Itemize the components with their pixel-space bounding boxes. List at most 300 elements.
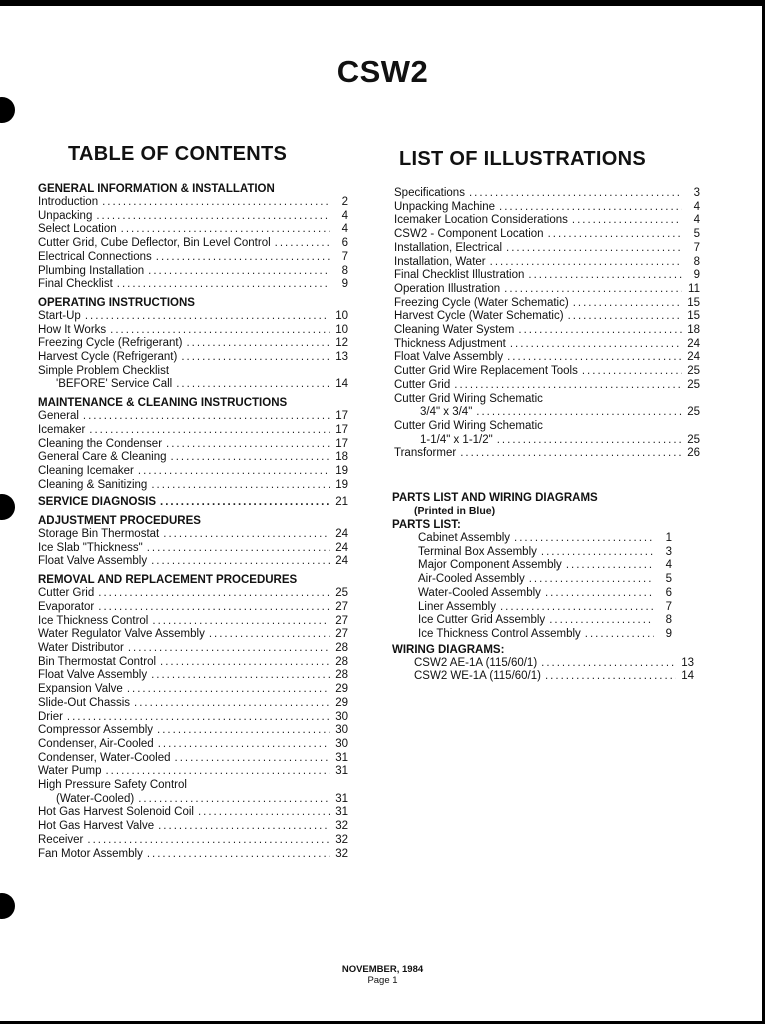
list-entry: [394, 338, 700, 352]
leader-dots: [510, 338, 682, 352]
entry-page: 10: [335, 309, 348, 322]
list-entry: [394, 269, 700, 283]
page-footer: [0, 964, 765, 986]
entry-label: Installation, Electrical: [394, 241, 503, 254]
list-entry: [38, 465, 348, 479]
leader-dots: [514, 532, 654, 546]
scan-border-top: [0, 0, 765, 6]
entry-label: Condenser, Water-Cooled: [38, 751, 171, 764]
entry-label: Cutter Grid Wiring Schematic: [394, 419, 543, 432]
entry-label: Icemaker Location Considerations: [394, 214, 568, 227]
entry-page: 15: [687, 296, 700, 309]
entry-page: 30: [335, 737, 348, 750]
entry-page: 28: [335, 669, 348, 682]
list-entry: [414, 670, 694, 684]
leader-dots: [582, 365, 682, 379]
entry-page: 32: [335, 847, 348, 860]
list-entry: [394, 187, 700, 201]
list-entry: [38, 310, 348, 324]
entry-label: Cleaning & Sanitizing: [38, 478, 148, 491]
leader-dots: [568, 310, 682, 324]
list-entry: [38, 196, 348, 210]
leader-dots: [117, 278, 330, 292]
entry-page: 4: [341, 223, 348, 236]
entry-page: 17: [335, 423, 348, 436]
entry-label: CSW2 AE-1A (115/60/1): [414, 656, 538, 669]
entry-label: Expansion Valve: [38, 683, 123, 696]
list-entry: [394, 256, 700, 270]
entry-page: 8: [665, 614, 672, 627]
list-entry: [418, 573, 672, 587]
leader-dots: [585, 628, 654, 642]
leader-dots: [181, 351, 330, 365]
entry-page: 7: [665, 600, 672, 613]
entry-label: Float Valve Assembly: [38, 669, 148, 682]
entry-label: Introduction: [38, 196, 99, 208]
entry-label: Hot Gas Harvest Valve: [38, 820, 155, 833]
leader-dots: [151, 555, 330, 569]
entry-page: 31: [335, 806, 348, 819]
entry-label: Freezing Cycle (Refrigerant): [38, 337, 183, 350]
entry-label: Terminal Box Assembly: [418, 545, 537, 558]
binder-hole: [0, 893, 15, 919]
leader-dots: [151, 669, 330, 683]
leader-dots: [545, 587, 654, 601]
list-entry: [394, 242, 700, 256]
entry-page: 27: [335, 600, 348, 613]
entry-page: 25: [335, 587, 348, 600]
leader-dots: [541, 546, 654, 560]
binder-hole: [0, 494, 15, 520]
entry-page: 9: [341, 278, 348, 291]
list-entry: [38, 337, 348, 351]
entry-page: 8: [693, 255, 700, 268]
list-entry: [38, 324, 348, 338]
entry-page: 8: [341, 264, 348, 277]
entry-label: Unpacking Machine: [394, 200, 496, 213]
list-entry: [394, 310, 700, 324]
entry-page: 31: [335, 765, 348, 778]
leader-dots: [87, 834, 330, 848]
entry-label: Float Valve Assembly: [394, 351, 504, 364]
list-entry: [38, 479, 348, 493]
entry-label: Water-Cooled Assembly: [418, 586, 541, 599]
entry-page: 11: [688, 282, 700, 295]
document-title: CSW2: [336, 54, 429, 89]
entry-label: Harvest Cycle (Refrigerant): [38, 351, 178, 364]
list-entry: [418, 601, 672, 615]
entry-label: Cutter Grid Wire Replacement Tools: [394, 365, 578, 378]
list-entry: [38, 765, 348, 779]
list-entry: [38, 351, 348, 365]
entry-label: Storage Bin Thermostat: [38, 528, 160, 541]
entry-label: Specifications: [394, 187, 465, 199]
leader-dots: [476, 406, 682, 420]
leader-dots: [151, 479, 330, 493]
entry-page: 28: [335, 641, 348, 654]
list-entry: [38, 642, 348, 656]
entry-page: 12: [335, 337, 348, 350]
leader-dots: [454, 379, 682, 393]
leader-dots: [566, 559, 654, 573]
entry-page: 32: [335, 833, 348, 846]
entry-label: Thickness Adjustment: [394, 337, 506, 350]
entry-label: Cleaning the Condenser: [38, 437, 163, 450]
list-entry: [38, 615, 348, 629]
leader-dots: [490, 256, 682, 270]
list-entry: [38, 738, 348, 752]
list-entry: [38, 410, 348, 424]
wiring-diagrams-label: WIRING DIAGRAMS:: [392, 643, 505, 656]
entry-label: How It Works: [38, 323, 107, 336]
entry-label-continued: 1-1/4" x 1-1/2": [420, 433, 493, 446]
leader-dots: [518, 324, 682, 338]
list-entry: [418, 546, 672, 560]
entry-page: 18: [335, 451, 348, 464]
leader-dots: [98, 601, 330, 615]
list-entry: [38, 793, 348, 807]
leader-dots: [175, 752, 330, 766]
entry-label: Ice Thickness Control: [38, 614, 149, 627]
leader-dots: [127, 683, 330, 697]
list-entry: [38, 628, 348, 642]
section-heading: REMOVAL AND REPLACEMENT PROCEDURES: [38, 574, 298, 587]
entry-page: 24: [687, 337, 700, 350]
entry-page: 1: [665, 532, 672, 544]
entry-page: 4: [693, 200, 700, 213]
footer-page-number: Page 1: [367, 975, 398, 986]
entry-label: Unpacking: [38, 209, 93, 222]
entry-label: Select Location: [38, 223, 117, 236]
list-entry: [394, 283, 700, 297]
leader-dots: [499, 201, 682, 215]
leader-dots: [460, 447, 682, 461]
section-heading: MAINTENANCE & CLEANING INSTRUCTIONS: [38, 397, 288, 410]
leader-dots: [83, 410, 330, 424]
entry-label: Plumbing Installation: [38, 264, 145, 277]
entry-label: High Pressure Safety Control: [38, 779, 187, 792]
entry-label: Electrical Connections: [38, 250, 152, 263]
wiring-diagrams-list: [414, 657, 694, 684]
list-entry: [38, 251, 348, 265]
leader-dots: [138, 793, 330, 807]
entry-page: 25: [687, 378, 700, 391]
entry-page: 3: [665, 545, 672, 558]
section-heading-page: 21: [335, 496, 348, 509]
entry-label: Final Checklist: [38, 278, 113, 291]
leader-dots: [209, 628, 330, 642]
entry-label: Installation, Water: [394, 255, 486, 268]
list-entry: [38, 820, 348, 834]
list-entry: [38, 424, 348, 438]
entry-label: Freezing Cycle (Water Schematic): [394, 296, 569, 309]
parts-subheading: (Printed in Blue): [414, 505, 496, 517]
list-entry: [38, 237, 348, 251]
entry-label: Bin Thermostat Control: [38, 655, 157, 668]
list-entry: [38, 601, 348, 615]
entry-page: 29: [335, 683, 348, 696]
list-entry: [418, 614, 672, 628]
entry-page: 13: [335, 351, 348, 364]
list-entry: [394, 406, 700, 420]
entry-page: 18: [687, 324, 700, 337]
entry-label: Water Pump: [38, 765, 102, 778]
list-entry: [38, 265, 348, 279]
entry-label: Air-Cooled Assembly: [418, 573, 525, 586]
entry-label: Ice Cutter Grid Assembly: [418, 614, 546, 627]
entry-page: 25: [687, 365, 700, 378]
entry-page: 28: [335, 655, 348, 668]
entry-page: 17: [335, 437, 348, 450]
list-entry: [394, 201, 700, 215]
leader-dots: [158, 820, 330, 834]
list-entry: [394, 297, 700, 311]
list-entry: [38, 683, 348, 697]
entry-page: 27: [335, 614, 348, 627]
entry-page: 19: [335, 464, 348, 477]
entry-page: 4: [341, 209, 348, 222]
list-entry: [38, 587, 348, 601]
entry-page: 31: [335, 792, 348, 805]
entry-page: 7: [341, 250, 348, 263]
list-entry: [38, 656, 348, 670]
entry-page: 29: [335, 696, 348, 709]
parts-and-wiring-section: [392, 491, 702, 684]
leader-dots: [121, 223, 330, 237]
leader-dots: [186, 337, 330, 351]
entry-label: Final Checklist Illustration: [394, 269, 525, 282]
list-entry: [414, 657, 694, 671]
leader-dots: [528, 269, 682, 283]
entry-label-continued: 'BEFORE' Service Call: [56, 378, 173, 391]
section-heading: OPERATING INSTRUCTIONS: [38, 296, 195, 309]
leader-dots: [166, 438, 330, 452]
list-entry: [394, 447, 700, 461]
parts-list-label: PARTS LIST:: [392, 519, 461, 531]
section-heading: [38, 496, 348, 510]
leader-dots: [110, 324, 330, 338]
leader-dots: [147, 848, 330, 862]
entry-label: Cutter Grid: [38, 587, 95, 600]
entry-label-continued: (Water-Cooled): [56, 792, 135, 805]
list-entry: [394, 365, 700, 379]
entry-label: Drier: [38, 710, 63, 723]
leader-dots: [128, 642, 330, 656]
leader-dots: [138, 465, 330, 479]
entry-label: Compressor Assembly: [38, 724, 154, 737]
entry-label: Water Regulator Valve Assembly: [38, 628, 205, 641]
entry-page: 15: [687, 310, 700, 323]
entry-page: 6: [341, 237, 348, 250]
entry-page: 4: [665, 559, 672, 572]
entry-label: Ice Thickness Control Assembly: [418, 627, 581, 640]
entry-page: 26: [687, 447, 700, 460]
list-entry: [38, 669, 348, 683]
leader-dots: [102, 196, 330, 210]
entry-page: 24: [335, 528, 348, 541]
entry-label: Condenser, Air-Cooled: [38, 737, 154, 750]
leader-dots: [157, 724, 330, 738]
entry-label: Cabinet Assembly: [418, 532, 511, 544]
entry-page: 9: [693, 269, 700, 282]
entry-label: Icemaker: [38, 423, 86, 436]
entry-page: 17: [335, 410, 348, 423]
entry-label: Cleaning Icemaker: [38, 464, 134, 477]
entry-page: 32: [335, 820, 348, 833]
leader-dots: [507, 351, 682, 365]
entry-page: 7: [693, 241, 700, 254]
entry-label: Water Distributor: [38, 641, 124, 654]
entry-page: 3: [693, 187, 700, 199]
leader-dots: [469, 187, 682, 201]
entry-label: Ice Slab "Thickness": [38, 541, 143, 554]
leader-dots: [67, 711, 330, 725]
leader-dots: [160, 656, 330, 670]
entry-label: Start-Up: [38, 309, 81, 322]
leader-dots: [549, 614, 654, 628]
entry-label: Transformer: [394, 447, 457, 460]
entry-page: 2: [341, 196, 348, 208]
entry-label: Simple Problem Checklist: [38, 364, 170, 377]
list-entry: [38, 752, 348, 766]
leader-dots: [85, 310, 330, 324]
list-entry: [38, 223, 348, 237]
entry-label: Receiver: [38, 833, 84, 846]
list-entry: [418, 587, 672, 601]
list-entry: [38, 210, 348, 224]
list-entry: [418, 532, 672, 546]
leader-dots: [572, 214, 682, 228]
entry-page: 19: [335, 478, 348, 491]
leader-dots: [275, 237, 330, 251]
entry-page: 14: [681, 670, 694, 683]
entry-label: CSW2 - Component Location: [394, 228, 544, 241]
list-of-illustrations-title: LIST OF ILLUSTRATIONS: [399, 148, 647, 170]
entry-page: 24: [335, 541, 348, 554]
list-entry: [38, 848, 348, 862]
list-entry: [38, 555, 348, 569]
leader-dots: [152, 615, 330, 629]
list-of-illustrations: [394, 187, 700, 461]
section-heading-label: SERVICE DIAGNOSIS: [38, 496, 157, 509]
list-entry: [38, 438, 348, 452]
leader-dots: [160, 496, 330, 510]
entry-page: 25: [687, 433, 700, 446]
leader-dots: [497, 434, 682, 448]
entry-page: 10: [335, 323, 348, 336]
leader-dots: [163, 528, 330, 542]
entry-label: General Care & Cleaning: [38, 451, 167, 464]
leader-dots: [500, 601, 654, 615]
leader-dots: [134, 697, 330, 711]
leader-dots: [506, 242, 682, 256]
entry-label: Evaporator: [38, 600, 95, 613]
binder-hole: [0, 97, 15, 123]
leader-dots: [541, 657, 676, 671]
list-entry: [394, 214, 700, 228]
list-entry: [418, 628, 672, 642]
leader-dots: [89, 424, 330, 438]
leader-dots: [105, 765, 330, 779]
entry-label: Major Component Assembly: [418, 559, 562, 572]
list-entry: [38, 724, 348, 738]
list-entry: [418, 559, 672, 573]
entry-page: 30: [335, 724, 348, 737]
parts-list: [418, 532, 672, 642]
list-entry: [394, 351, 700, 365]
entry-label: Cutter Grid: [394, 378, 451, 391]
leader-dots: [198, 806, 330, 820]
section-heading: ADJUSTMENT PROCEDURES: [38, 515, 201, 528]
entry-page: 6: [665, 586, 672, 599]
leader-dots: [529, 573, 654, 587]
entry-label: Harvest Cycle (Water Schematic): [394, 310, 564, 323]
section-heading: GENERAL INFORMATION & INSTALLATION: [38, 183, 275, 195]
entry-page: 24: [687, 351, 700, 364]
entry-page: 30: [335, 710, 348, 723]
entry-label: Cutter Grid Wiring Schematic: [394, 392, 543, 405]
list-entry: [38, 834, 348, 848]
entry-page: 5: [665, 573, 672, 586]
entry-label: General: [38, 410, 79, 423]
list-entry: [38, 278, 348, 292]
list-entry: [38, 542, 348, 556]
list-entry: [38, 378, 348, 392]
entry-page: 24: [335, 555, 348, 568]
entry-page: 13: [681, 656, 694, 669]
footer-date: NOVEMBER, 1984: [341, 964, 424, 975]
entry-label: Fan Motor Assembly: [38, 847, 143, 860]
entry-page: 31: [335, 751, 348, 764]
entry-label: Float Valve Assembly: [38, 555, 148, 568]
table-of-contents-title: TABLE OF CONTENTS: [68, 143, 288, 165]
list-entry: [38, 528, 348, 542]
entry-page: 4: [693, 214, 700, 227]
entry-page: 14: [335, 378, 348, 391]
leader-dots: [147, 542, 330, 556]
list-entry: [38, 711, 348, 725]
list-entry: [38, 806, 348, 820]
entry-label: Cleaning Water System: [394, 324, 515, 337]
parts-heading: PARTS LIST AND WIRING DIAGRAMS: [392, 492, 598, 504]
leader-dots: [158, 738, 330, 752]
leader-dots: [573, 297, 682, 311]
entry-label: CSW2 WE-1A (115/60/1): [414, 670, 541, 683]
list-entry: [394, 434, 700, 448]
entry-label: Slide-Out Chassis: [38, 696, 131, 709]
entry-page: 9: [665, 627, 672, 640]
entry-label: Cutter Grid, Cube Deflector, Bin Level Control: [38, 237, 271, 250]
entry-page: 25: [687, 406, 700, 419]
entry-label: Liner Assembly: [418, 600, 496, 613]
entry-label-continued: 3/4" x 3/4": [420, 406, 473, 419]
leader-dots: [148, 265, 330, 279]
leader-dots: [156, 251, 330, 265]
leader-dots: [98, 587, 330, 601]
leader-dots: [545, 670, 676, 684]
list-entry: [394, 324, 700, 338]
entry-page: 27: [335, 628, 348, 641]
leader-dots: [171, 451, 331, 465]
entry-label: Hot Gas Harvest Solenoid Coil: [38, 806, 194, 819]
list-entry: [38, 451, 348, 465]
leader-dots: [504, 283, 682, 297]
list-entry: [394, 228, 700, 242]
leader-dots: [176, 378, 330, 392]
leader-dots: [548, 228, 682, 242]
list-entry: [394, 379, 700, 393]
entry-label: Operation Illustration: [394, 282, 501, 295]
